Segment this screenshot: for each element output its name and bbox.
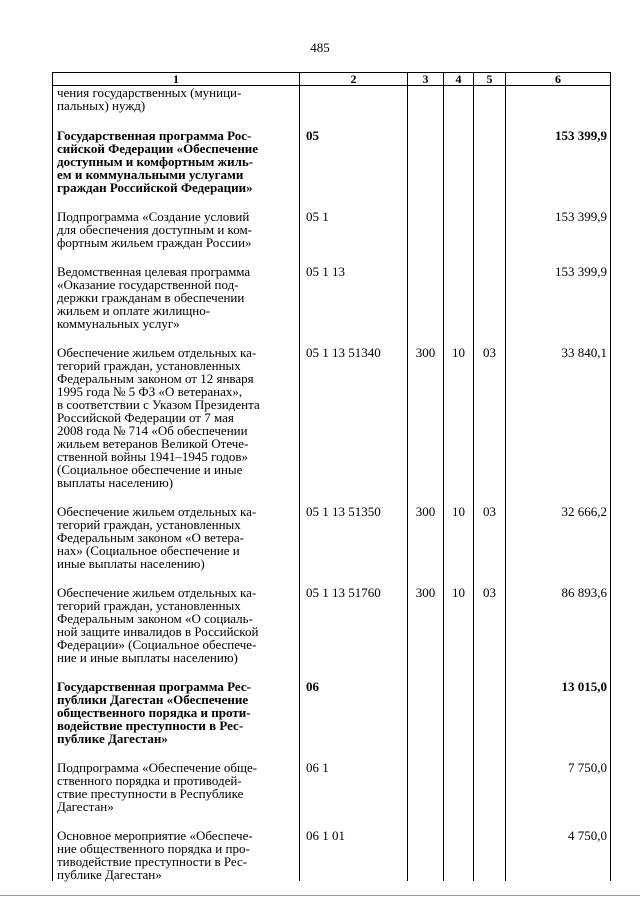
row-section-text: 10	[452, 585, 465, 600]
row-subsection-cell	[474, 330, 506, 489]
column-header-6: 6	[506, 73, 611, 86]
row-code-text: 05 1	[306, 209, 329, 224]
row-amount-cell	[506, 330, 611, 489]
row-code-cell	[300, 745, 408, 813]
row-section-cell	[444, 664, 474, 745]
row-subsection-cell	[474, 249, 506, 330]
row-subsection-cell	[474, 489, 506, 570]
page-number: 485	[310, 40, 330, 55]
row-code-text: 06	[306, 679, 319, 694]
row-amount-cell	[506, 194, 611, 249]
row-name-text: Ведомственная целевая программа «Оказание государственной под- держки гражданам в обеспечении жильем и оплате жилищно- коммунальных услуг»	[57, 264, 251, 331]
table-row	[53, 330, 611, 489]
row-section-cell	[444, 249, 474, 330]
row-subsection-text: 03	[483, 504, 496, 519]
row-name-text: Обеспечение жильем отдельных ка- тегорий граждан, установленных Федеральным законом «О ветера- нах» (Социальное обеспечение и иные выплаты населению)	[57, 504, 257, 571]
column-header-3: 3	[408, 73, 444, 86]
table-row	[53, 664, 611, 745]
table-row	[53, 86, 611, 113]
row-section-cell	[444, 112, 474, 194]
table-header	[53, 73, 611, 86]
row-section-text: 10	[452, 345, 465, 360]
row-code-text: 05 1 13 51760	[306, 585, 381, 600]
row-section-cell	[444, 570, 474, 664]
row-expense-type-cell	[408, 194, 444, 249]
row-name-cell	[53, 813, 300, 881]
row-code-cell	[300, 570, 408, 664]
row-amount-text: 86 893,6	[561, 585, 607, 600]
row-name-cell	[53, 745, 300, 813]
row-subsection-text: 03	[483, 345, 496, 360]
row-section-cell	[444, 194, 474, 249]
row-expense-type-text: 300	[415, 345, 436, 360]
row-code-cell	[300, 112, 408, 194]
table-body	[53, 86, 611, 882]
row-expense-type-cell	[408, 745, 444, 813]
row-amount-cell	[506, 813, 611, 881]
row-subsection-cell	[474, 112, 506, 194]
row-code-cell	[300, 86, 408, 113]
row-amount-cell	[506, 249, 611, 330]
row-code-cell	[300, 330, 408, 489]
row-code-text: 06 1	[306, 760, 329, 775]
row-amount-cell	[506, 112, 611, 194]
row-expense-type-text: 300	[415, 504, 436, 519]
row-expense-type-cell	[408, 112, 444, 194]
row-amount-text: 33 840,1	[561, 345, 607, 360]
row-expense-type-cell	[408, 86, 444, 113]
row-name-text: Государственная программа Рес- публики Дагестан «Обеспечение общественного порядка и проти- водействие преступности в Рес- публике Дагестан»	[57, 679, 251, 746]
row-amount-text: 7 750,0	[568, 760, 607, 775]
row-section-cell	[444, 330, 474, 489]
row-section-text: 10	[452, 504, 465, 519]
row-amount-cell	[506, 570, 611, 664]
row-name-text: Основное мероприятие «Обеспече- ние общественного порядка и про- тиводействие преступности в Рес- публике Дагестан»	[57, 828, 253, 882]
row-name-cell	[53, 489, 300, 570]
row-subsection-cell	[474, 664, 506, 745]
row-subsection-cell	[474, 745, 506, 813]
row-code-cell	[300, 249, 408, 330]
row-name-cell	[53, 330, 300, 489]
row-name-cell	[53, 112, 300, 194]
row-code-text: 05 1 13 51340	[306, 345, 381, 360]
column-header-4: 4	[444, 73, 474, 86]
footer-rule	[0, 895, 640, 896]
row-expense-type-cell	[408, 249, 444, 330]
row-subsection-text: 03	[483, 585, 496, 600]
row-name-text: Обеспечение жильем отдельных ка- тегорий граждан, установленных Федеральным законом «О социаль- ной защите инвалидов в Российской Федерации» (Социальное обеспече- ние и иные выплаты населению)	[57, 585, 259, 665]
row-amount-cell	[506, 489, 611, 570]
row-amount-text: 4 750,0	[568, 828, 607, 843]
row-subsection-cell	[474, 86, 506, 113]
row-expense-type-cell	[408, 813, 444, 881]
row-section-cell	[444, 489, 474, 570]
row-subsection-cell	[474, 194, 506, 249]
table-row	[53, 249, 611, 330]
column-header-5: 5	[474, 73, 506, 86]
row-amount-cell	[506, 745, 611, 813]
row-amount-cell	[506, 664, 611, 745]
row-name-text: Подпрограмма «Создание условий для обеспечения доступным и ком- фортным жильем граждан России»	[57, 209, 253, 250]
row-expense-type-cell	[408, 330, 444, 489]
budget-table	[52, 72, 611, 881]
row-section-cell	[444, 813, 474, 881]
row-name-text: Подпрограмма «Обеспечение обще- ственного порядка и противодей- ствие преступности в Республике Дагестан»	[57, 760, 258, 814]
row-expense-type-cell	[408, 664, 444, 745]
row-amount-text: 32 666,2	[561, 504, 607, 519]
table-row	[53, 745, 611, 813]
row-subsection-cell	[474, 813, 506, 881]
row-name-cell	[53, 664, 300, 745]
row-name-cell	[53, 194, 300, 249]
row-name-cell	[53, 86, 300, 113]
row-name-text: Обеспечение жильем отдельных ка- тегорий граждан, установленных Федеральным законом от 12 января 1995 года № 5 ФЗ «О ветеранах», в соответствии с Указом Президента Российской Федерации от 7 мая 2008 года № 714 «Об обеспечении жильем ветеранов Великой Отече- ственной войны 1941–1945 годов» (Социальное обеспечение и иные выплаты населению)	[57, 345, 260, 490]
row-name-text: чения государственных (муници- пальных) нужд)	[57, 85, 242, 113]
row-amount-text: 153 399,9	[555, 128, 607, 143]
row-expense-type-cell	[408, 489, 444, 570]
column-header-1: 1	[53, 73, 300, 86]
table-row	[53, 570, 611, 664]
row-code-cell	[300, 813, 408, 881]
row-code-text: 05 1 13	[306, 264, 345, 279]
row-code-text: 05	[306, 128, 319, 143]
row-amount-cell	[506, 86, 611, 113]
row-subsection-cell	[474, 570, 506, 664]
row-code-cell	[300, 489, 408, 570]
row-name-cell	[53, 570, 300, 664]
row-code-text: 06 1 01	[306, 828, 345, 843]
row-amount-text: 153 399,9	[555, 264, 607, 279]
row-code-cell	[300, 664, 408, 745]
table-row	[53, 112, 611, 194]
row-section-cell	[444, 745, 474, 813]
table-row	[53, 194, 611, 249]
row-amount-text: 153 399,9	[555, 209, 607, 224]
row-name-cell	[53, 249, 300, 330]
row-code-text: 05 1 13 51350	[306, 504, 381, 519]
column-header-2: 2	[300, 73, 408, 86]
row-code-cell	[300, 194, 408, 249]
table-row	[53, 489, 611, 570]
row-expense-type-text: 300	[415, 585, 436, 600]
table-row	[53, 813, 611, 881]
row-expense-type-cell	[408, 570, 444, 664]
row-section-cell	[444, 86, 474, 113]
row-amount-text: 13 015,0	[561, 679, 607, 694]
row-name-text: Государственная программа Рос- сийской Федерации «Обеспечение доступным и комфортным жиль- ем и коммунальными услугами граждан Российской Федерации»	[57, 128, 259, 195]
